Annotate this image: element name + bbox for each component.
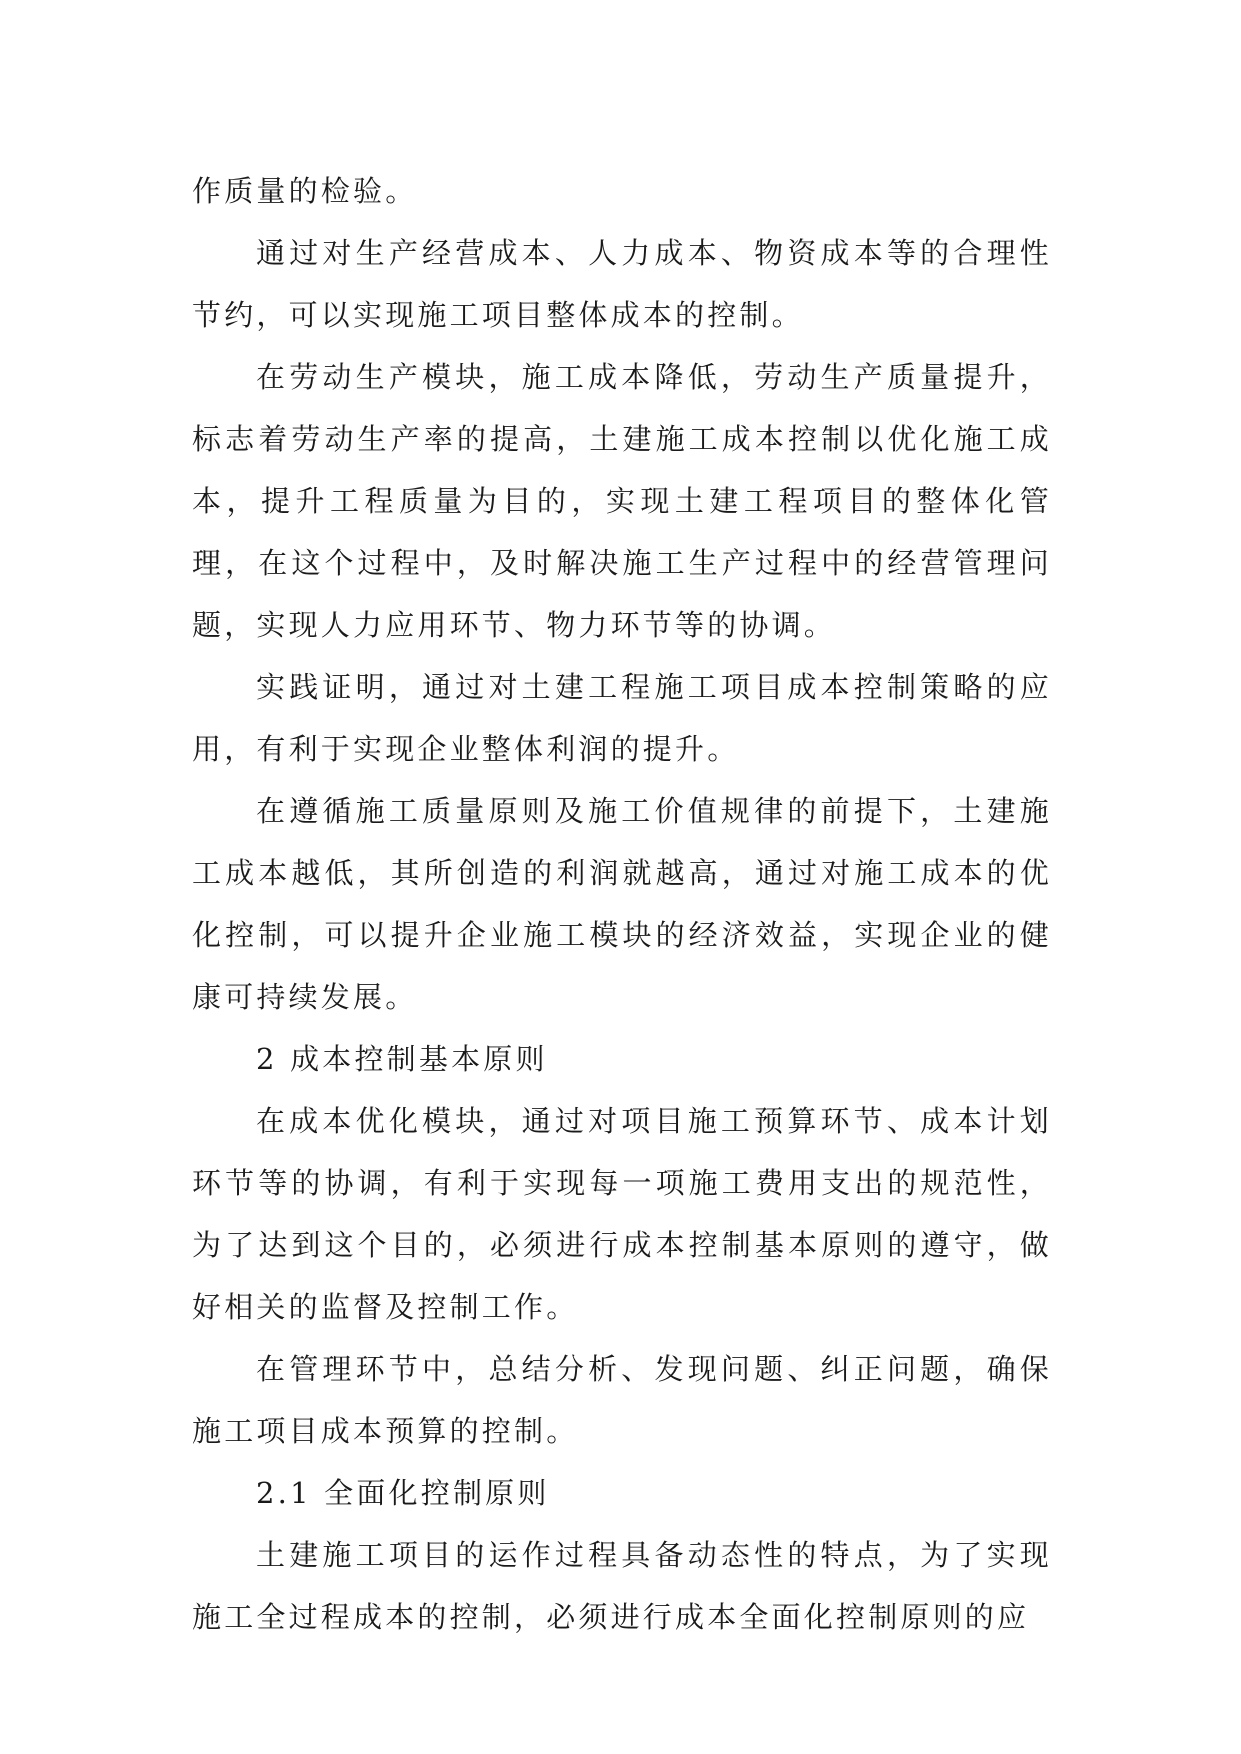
- paragraph-management: 在管理环节中，总结分析、发现问题、纠正问题，确保施工项目成本预算的控制。: [192, 1352, 1052, 1448]
- section-heading-comprehensive-control: 2.1 全面化控制原则: [256, 1476, 550, 1510]
- paragraph-cost-saving: 通过对生产经营成本、人力成本、物资成本等的合理性节约，可以实现施工项目整体成本的控制。: [192, 236, 1052, 332]
- paragraph-quality-principle: 在遵循施工质量原则及施工价值规律的前提下，土建施工成本越低，其所创造的利润就越高，通过对施工成本的优化控制，可以提升企业施工模块的经济效益，实现企业的健康可持续发展。: [192, 794, 1052, 1014]
- paragraph-dynamic-process: 土建施工项目的运作过程具备动态性的特点，为了实现施工全过程成本的控制，必须进行成本全面化控制原则的应: [192, 1538, 1052, 1634]
- section-heading-basic-principles: 2 成本控制基本原则: [256, 1042, 548, 1076]
- paragraph-cost-optimization: 在成本优化模块，通过对项目施工预算环节、成本计划环节等的协调，有利于实现每一项施工费用支出的规范性，为了达到这个目的，必须进行成本控制基本原则的遵守，做好相关的监督及控制工作。: [192, 1104, 1052, 1324]
- paragraph-labor-production: 在劳动生产模块，施工成本降低，劳动生产质量提升，标志着劳动生产率的提高，土建施工成本控制以优化施工成本，提升工程质量为目的，实现土建工程项目的整体化管理，在这个过程中，及时解决施工生产过程中的经营管理问题，实现人力应用环节、物力环节等的协调。: [192, 360, 1052, 642]
- paragraph-practice-proof: 实践证明，通过对土建工程施工项目成本控制策略的应用，有利于实现企业整体利润的提升。: [192, 670, 1052, 766]
- paragraph-continuation: 作质量的检验。: [192, 174, 418, 208]
- document-body: [192, 160, 1052, 1648]
